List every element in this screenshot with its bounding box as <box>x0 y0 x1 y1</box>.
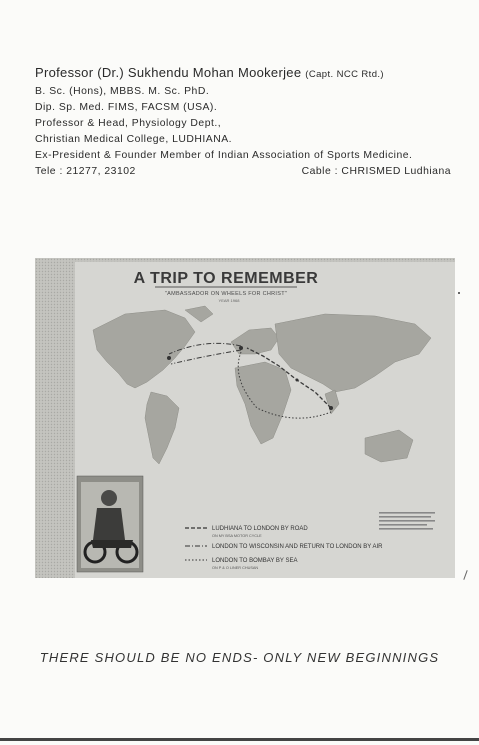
rider-body <box>93 508 125 540</box>
position-line: Professor & Head, Physiology Dept., <box>35 118 222 129</box>
motorcycle-photo <box>77 476 143 572</box>
scan-mark <box>463 570 467 580</box>
telephone-numbers: Tele : 21277, 23102 <box>35 166 136 177</box>
stop-ludhiana <box>329 406 333 410</box>
map-year: YEAR 1968 <box>218 298 240 303</box>
scan-speck <box>458 292 460 294</box>
diplomas-line: Dip. Sp. Med. FIMS, FACSM (USA). <box>35 102 218 113</box>
motto: THERE SHOULD BE NO ENDS- ONLY NEW BEGINNINGS <box>39 650 440 665</box>
degrees-line: B. Sc. (Hons), MBBS. M. Sc. PhD. <box>35 86 210 97</box>
legend-sea-sub: ON P & O LINER CHUSAN <box>212 566 259 570</box>
membership-line: Ex-President & Founder Member of Indian Association of Sports Medicine. <box>35 150 413 161</box>
professor-name <box>35 64 465 84</box>
cable-address: Cable : CHRISMED Ludhiana <box>301 166 451 177</box>
bottom-rule <box>0 738 479 741</box>
trip-map-photo <box>35 258 455 578</box>
legend-sea-label: LONDON TO BOMBAY BY SEA <box>212 558 298 564</box>
rider-head <box>101 490 117 506</box>
map-title: A TRIP TO REMEMBER <box>133 270 319 287</box>
institution-line: Christian Medical College, LUDHIANA. <box>35 134 233 145</box>
stop-midway <box>296 379 299 382</box>
contact-line <box>35 164 465 180</box>
professor-name-text: Professor (Dr.) Sukhendu Mohan Mookerjee <box>35 65 302 80</box>
motorcycle-body <box>91 540 133 548</box>
world-map-figure <box>35 258 455 578</box>
letterhead <box>35 64 465 180</box>
legend-air-label: LONDON TO WISCONSIN AND RETURN TO LONDON BY AIR <box>212 544 383 550</box>
military-rank: (Capt. NCC Rtd.) <box>305 69 384 80</box>
stop-wisconsin <box>167 356 171 360</box>
map-subtitle: "AMBASSADOR ON WHEELS FOR CHRIST" <box>164 291 288 297</box>
legend-road-label: LUDHIANA TO LONDON BY ROAD <box>212 526 308 532</box>
legend-road-sub: ON MY BSA MOTOR CYCLE <box>212 534 262 538</box>
stop-london <box>239 346 243 350</box>
